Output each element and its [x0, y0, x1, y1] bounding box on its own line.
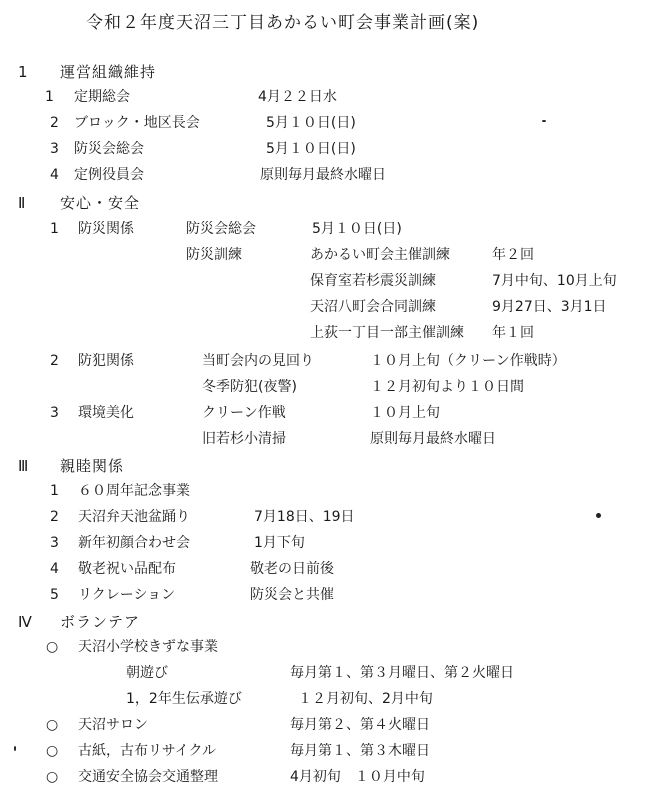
item-value: 4月２２日水 [258, 89, 337, 105]
item-number: 3 [50, 405, 59, 421]
item-value: 5月１０日(日) [266, 115, 356, 131]
item-number: 1 [50, 483, 59, 499]
item-number: 2 [50, 353, 59, 369]
item-value: 毎月第１、第３木曜日 [290, 743, 430, 759]
sub-item-name: 冬季防犯(夜警) [202, 379, 297, 395]
sub-item-extra: 年２回 [492, 247, 534, 263]
bullet-circle-icon: ○ [46, 717, 59, 733]
section-number: Ⅱ [18, 194, 27, 212]
item-number: 3 [50, 141, 59, 157]
item-number: 4 [50, 561, 59, 577]
section-number: Ⅲ [18, 457, 30, 475]
section-heading: 安心・安全 [60, 194, 141, 212]
document-title: 令和２年度天沼三丁目あかるい町会事業計画(案) [86, 13, 480, 33]
item-value: 1月下旬 [254, 535, 305, 551]
item-label: 環境美化 [78, 405, 134, 421]
item-label: ブロック・地区長会 [74, 115, 200, 131]
item-label: 防災関係 [78, 221, 134, 237]
item-number: 1 [45, 89, 54, 105]
sub-item-name: クリーン作戦 [202, 405, 286, 421]
sub-item-value: １０月上旬 [370, 405, 440, 421]
item-label: リクレーション [78, 587, 176, 603]
sub-item-name: 当町会内の見回り [202, 353, 314, 369]
bullet-circle-icon: ○ [46, 769, 59, 785]
item-label: 交通安全協会交通整理 [78, 769, 218, 785]
item-label: 敬老祝い品配布 [78, 561, 176, 577]
item-label: 古紙，古布リサイクル [78, 743, 217, 759]
item-number: 1 [50, 221, 59, 237]
section-number: 1 [18, 63, 29, 81]
item-number: 2 [50, 509, 59, 525]
sub-item-name: 朝遊び [126, 665, 168, 681]
item-label: 防災会総会 [74, 141, 144, 157]
scan-speck [542, 120, 546, 122]
item-label: 定期総会 [74, 89, 130, 105]
sub-item-value: 天沼八町会合同訓練 [310, 299, 436, 315]
sub-item-name: 旧若杉小清掃 [202, 431, 286, 447]
item-value: 敬老の日前後 [250, 561, 334, 577]
sub-item-name: 1，2年生伝承遊び [126, 691, 242, 707]
item-value: 毎月第２、第４火曜日 [290, 717, 430, 733]
sub-item-value: 原則毎月最終水曜日 [370, 431, 496, 447]
sub-item-value: １２月初旬、2月中旬 [298, 691, 433, 707]
item-label: ６０周年記念事業 [78, 483, 190, 499]
item-value: 7月18日、19日 [254, 509, 355, 525]
bullet-circle-icon: ○ [46, 639, 59, 655]
scan-speck [14, 746, 16, 751]
sub-item-extra: 年１回 [492, 325, 534, 341]
sub-item-value: 保育室若杉震災訓練 [310, 273, 436, 289]
scan-speck [596, 513, 601, 518]
item-number: 4 [50, 167, 59, 183]
item-label: 新年初顔合わせ会 [78, 535, 190, 551]
item-label: 定例役員会 [74, 167, 144, 183]
sub-item-extra: 7月中旬、10月上旬 [492, 273, 617, 289]
section-number: Ⅳ [18, 613, 33, 631]
sub-item-name: 防災会総会 [186, 221, 256, 237]
sub-item-name: 防災訓練 [186, 247, 242, 263]
sub-item-value: 毎月第１、第３月曜日、第２火曜日 [290, 665, 514, 681]
section-heading: ボランテア [60, 613, 141, 631]
item-value: 原則毎月最終水曜日 [260, 167, 386, 183]
sub-item-value: 5月１０日(日) [312, 221, 402, 237]
bullet-circle-icon: ○ [46, 743, 59, 759]
item-label: 天沼サロン [78, 717, 148, 733]
item-label: 天沼弁天池盆踊り [78, 509, 190, 525]
item-number: 2 [50, 115, 59, 131]
sub-item-extra: 9月27日、3月1日 [492, 299, 607, 315]
sub-item-value: １０月上旬（クリーン作戦時） [370, 353, 566, 369]
item-label: 防犯関係 [78, 353, 134, 369]
item-value: 5月１０日(日) [266, 141, 356, 157]
sub-item-value: あかるい町会主催訓練 [310, 247, 450, 263]
sub-item-value: 上荻一丁目一部主催訓練 [310, 325, 464, 341]
item-number: 3 [50, 535, 59, 551]
sub-item-value: １２月初旬より１０日間 [370, 379, 524, 395]
section-heading: 運営組織維持 [60, 63, 157, 81]
section-heading: 親睦関係 [60, 457, 125, 475]
item-label: 天沼小学校きずな事業 [78, 639, 218, 655]
item-value: 4月初旬 １０月中旬 [290, 769, 425, 785]
item-number: 5 [50, 587, 59, 603]
item-value: 防災会と共催 [250, 587, 334, 603]
